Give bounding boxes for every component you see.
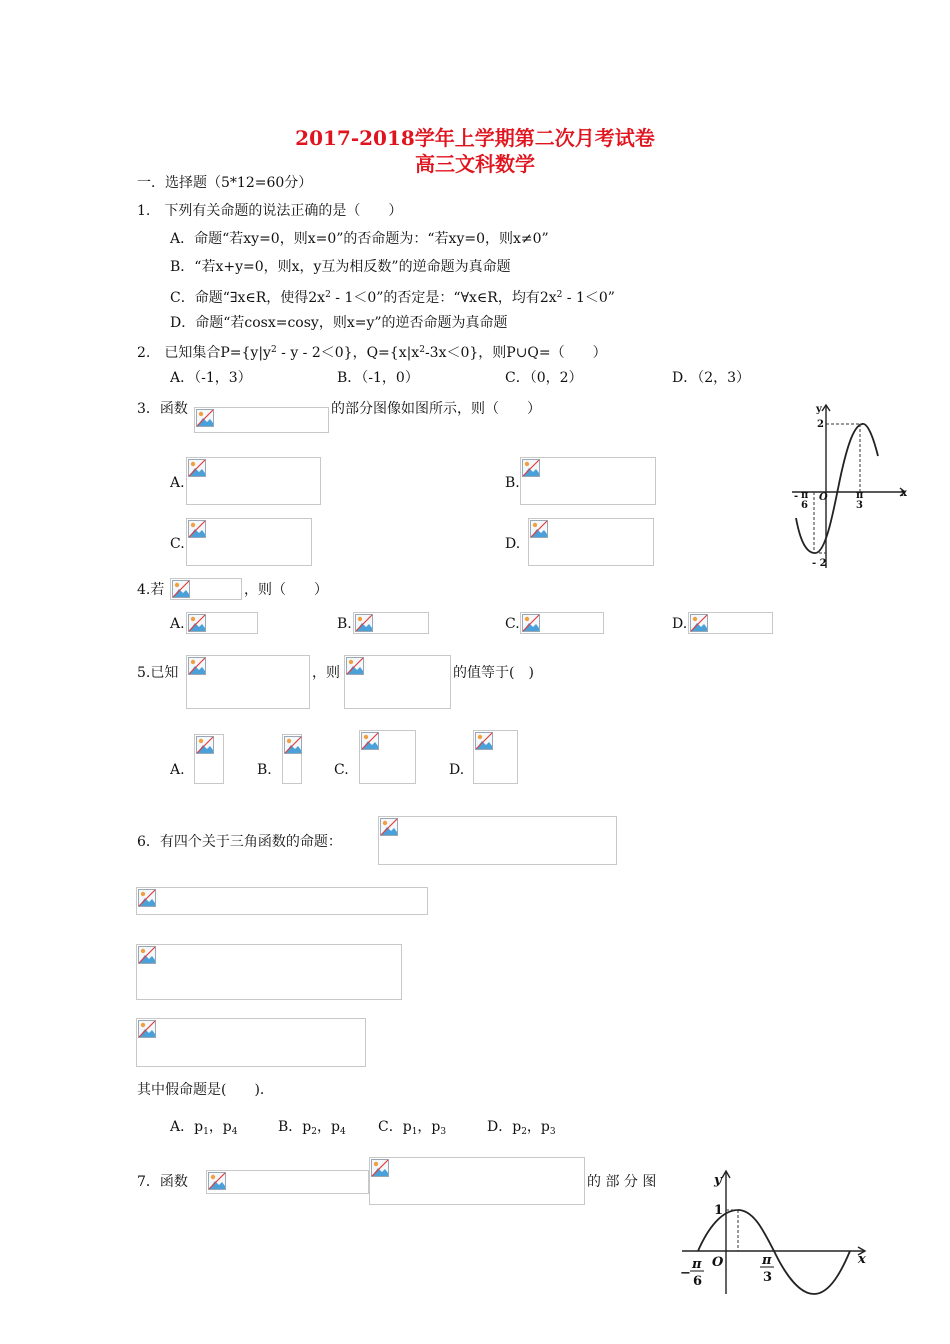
q6-tail: 其中假命题是( )． xyxy=(137,1082,274,1098)
formula-image xyxy=(282,734,302,784)
q5-stem-mid: ，则 xyxy=(312,665,340,681)
q6-b-text: B．p xyxy=(278,1119,312,1135)
formula-image xyxy=(186,518,312,566)
q2-option-c: C．（0，2） xyxy=(505,370,583,386)
formula-image xyxy=(378,816,617,865)
q1-option-b: B．“若x+y=0，则x，y互为相反数”的逆命题为真命题 xyxy=(170,259,511,275)
q2-post: -3x＜0}，则P∪Q=（ ） xyxy=(424,345,607,361)
y-axis-label: y xyxy=(714,1173,722,1188)
y-axis-label: y xyxy=(816,404,822,415)
origin-label: O xyxy=(819,492,828,503)
formula-image xyxy=(136,887,428,915)
section-heading: 一．选择题（5*12=60分） xyxy=(137,175,313,191)
sub: 1 xyxy=(203,1127,209,1137)
formula-image xyxy=(520,457,656,505)
x-left-num: π xyxy=(692,1257,702,1272)
sine-graph-figure xyxy=(786,400,912,572)
q4-option-d: D. xyxy=(672,616,688,632)
q2-option-a: A．（-1，3） xyxy=(170,370,252,386)
sub: 4 xyxy=(231,1127,238,1137)
q5-option-a: A. xyxy=(170,762,185,778)
formula-image xyxy=(359,730,416,784)
exam-subtitle: 高三文科数学 xyxy=(415,152,535,176)
q2-stem xyxy=(137,341,607,362)
q1-option-d: D．命题“若cosx=cosy，则x=y”的逆否命题为真命题 xyxy=(170,315,508,331)
q1-stem: 1. 下列有关命题的说法正确的是（ ） xyxy=(137,203,403,219)
q6-option-a xyxy=(170,1118,238,1141)
sub: 3 xyxy=(549,1127,556,1137)
x-left-num: π xyxy=(801,490,809,501)
formula-image xyxy=(194,407,329,433)
origin-label: O xyxy=(712,1255,724,1270)
q1-c-pre: C．命题“∃x∈R，使得2x xyxy=(170,290,326,306)
formula-image xyxy=(194,734,224,784)
formula-image xyxy=(520,612,604,634)
q5-stem-post: 的值等于( ) xyxy=(453,665,534,681)
q2-mid: - y - 2＜0}，Q={x|x xyxy=(276,345,420,361)
x-left-sign: - xyxy=(794,491,799,502)
formula-image xyxy=(170,578,242,600)
sub: 1 xyxy=(411,1127,418,1137)
q5-option-b: B. xyxy=(257,762,272,778)
q3-option-a: A. xyxy=(170,475,185,491)
exam-title: 2017-2018学年上学期第二次月考试卷 xyxy=(295,126,655,150)
q6-d-mid: ，p xyxy=(526,1119,550,1135)
q6-b-mid: ，p xyxy=(316,1119,340,1135)
q2-option-d: D．（2，3） xyxy=(672,370,751,386)
q3-option-b: B. xyxy=(505,475,520,491)
y-max-label: 1 xyxy=(714,1203,724,1218)
formula-image xyxy=(528,518,654,566)
q6-option-c xyxy=(378,1118,446,1141)
q3-stem-post: 的部分图像如图所示，则（ ） xyxy=(331,401,541,417)
x-left-den: 6 xyxy=(693,1274,703,1289)
q3-option-d: D. xyxy=(505,536,521,552)
sub: 2 xyxy=(521,1127,527,1137)
q4-option-b: B. xyxy=(337,616,352,632)
q1-c-post: - 1＜0” xyxy=(562,290,615,306)
q6-stem: 6．有四个关于三角函数的命题： xyxy=(137,834,342,850)
q4-option-a: A. xyxy=(170,616,185,632)
sub: 2 xyxy=(311,1127,317,1137)
q4-option-c: C. xyxy=(505,616,520,632)
q2-pre: 2. 已知集合P={y|y xyxy=(137,345,271,361)
sine-curve xyxy=(698,1210,850,1294)
q7-stem-pre: 7．函数 xyxy=(137,1174,188,1190)
q6-a-mid: ，p xyxy=(208,1119,232,1135)
y-min-label: - 2 xyxy=(812,558,827,569)
formula-image xyxy=(344,655,451,709)
q4-stem-pre: 4.若 xyxy=(137,582,165,598)
formula-image xyxy=(186,655,310,709)
y-max-label: 2 xyxy=(817,419,824,430)
formula-image xyxy=(473,730,518,784)
formula-image xyxy=(688,612,773,634)
x-right-den: 3 xyxy=(856,500,863,511)
sup: 2 xyxy=(556,290,563,300)
formula-image xyxy=(136,1018,366,1067)
q6-c-text: C．p xyxy=(378,1119,412,1135)
x-axis-label: x xyxy=(858,1252,866,1267)
q1-option-a: A．命题“若xy=0，则x=0”的否命题为：“若xy=0，则x≠0” xyxy=(170,231,549,247)
x-right-num: π xyxy=(762,1253,772,1268)
formula-image xyxy=(136,944,402,1000)
sup: 2 xyxy=(419,345,425,355)
q3-stem-pre: 3．函数 xyxy=(137,401,188,417)
x-axis-label: x xyxy=(901,488,907,499)
q7-stem-post: 的 部 分 图 xyxy=(587,1174,657,1190)
formula-image xyxy=(186,457,321,505)
q5-option-d: D. xyxy=(449,762,465,778)
q1-c-mid: - 1＜0”的否定是：“∀x∈R，均有2x xyxy=(330,290,557,306)
q2-option-b: B．（-1，0） xyxy=(337,370,419,386)
q5-stem-pre: 5.已知 xyxy=(137,665,179,681)
q6-c-mid: ，p xyxy=(417,1119,441,1135)
formula-image xyxy=(353,612,429,634)
q6-option-b xyxy=(278,1118,346,1141)
q5-option-c: C. xyxy=(334,762,349,778)
sine-graph-figure-2 xyxy=(676,1166,872,1296)
formula-image xyxy=(369,1157,585,1205)
sup: 2 xyxy=(325,290,331,300)
q6-a-text: A．p xyxy=(170,1119,204,1135)
q3-option-c: C. xyxy=(170,536,185,552)
x-right-den: 3 xyxy=(763,1270,773,1285)
formula-image xyxy=(206,1170,369,1194)
x-right-num: π xyxy=(856,490,864,501)
formula-image xyxy=(186,612,258,634)
q4-stem-post: ，则（ ） xyxy=(244,582,328,598)
q6-option-d xyxy=(487,1118,556,1141)
x-left-den: 6 xyxy=(801,500,808,511)
sup: 2 xyxy=(270,345,277,355)
q6-d-text: D．p xyxy=(487,1119,522,1135)
sine-curve xyxy=(796,424,878,553)
x-left-sign: − xyxy=(680,1266,691,1281)
sub: 3 xyxy=(440,1127,447,1137)
sub: 4 xyxy=(339,1127,346,1137)
q1-option-c xyxy=(170,286,615,307)
